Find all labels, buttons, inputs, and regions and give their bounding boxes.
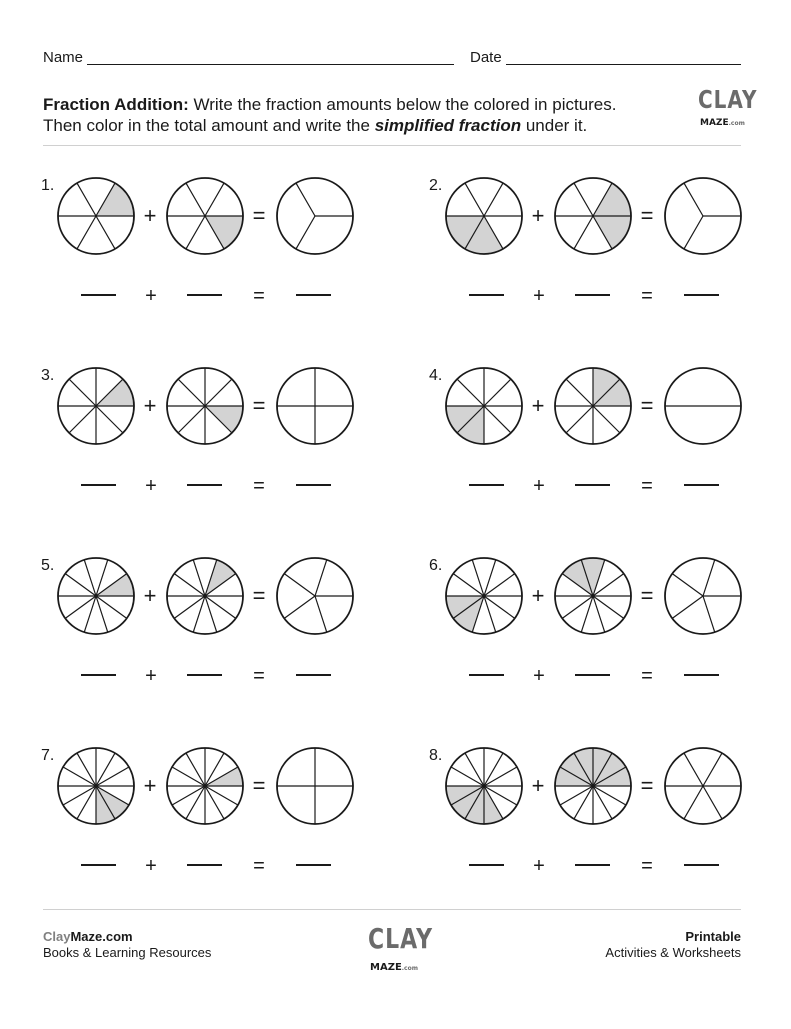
slice-divider: [453, 574, 484, 596]
slice-divider: [562, 596, 593, 618]
slice-divider: [96, 406, 123, 433]
slice-divider: [174, 574, 205, 596]
slice-divider: [574, 216, 593, 249]
slice-divider: [77, 216, 96, 249]
footer-right-line1: Printable: [685, 929, 741, 944]
equals-sign: =: [252, 203, 266, 228]
fraction-circle-a[interactable]: [446, 368, 522, 444]
equals-sign: =: [252, 773, 266, 798]
fraction-circle-a[interactable]: [58, 748, 134, 824]
equals-sign: =: [640, 393, 654, 418]
fraction-circle-a[interactable]: [446, 558, 522, 634]
slice-divider: [684, 216, 703, 249]
slice-divider: [484, 560, 496, 596]
slice-divider: [574, 183, 593, 216]
name-label: Name: [43, 49, 84, 66]
shaded-slice: [96, 183, 134, 216]
equals-sign: =: [253, 665, 265, 687]
logo-word: CLAY: [698, 84, 758, 114]
fraction-circle-a[interactable]: [58, 558, 134, 634]
equals-sign: =: [641, 855, 653, 877]
fraction-circle-b[interactable]: [555, 368, 631, 444]
equals-sign: =: [640, 583, 654, 608]
slice-divider: [703, 753, 722, 786]
equals-sign: =: [252, 583, 266, 608]
logo-sub-main: MAZE: [700, 118, 729, 128]
logo-sub-small: .com: [728, 120, 745, 127]
equals-sign: =: [640, 203, 654, 228]
plus-sign: +: [145, 475, 157, 497]
instructions-line2-post: under it.: [521, 116, 588, 135]
slice-divider: [472, 560, 484, 596]
plus-sign: +: [143, 773, 157, 798]
slice-divider: [566, 406, 593, 433]
slice-divider: [593, 406, 620, 433]
plus-sign: +: [143, 583, 157, 608]
shaded-slice: [593, 183, 631, 216]
plus-sign: +: [533, 855, 545, 877]
problem-6: [429, 557, 741, 687]
equals-sign: =: [641, 285, 653, 307]
slice-divider: [69, 406, 96, 433]
result-circle[interactable]: [277, 368, 353, 444]
slice-divider: [484, 596, 515, 618]
slice-divider: [65, 574, 96, 596]
slice-divider: [672, 596, 703, 618]
fraction-circle-b[interactable]: [555, 748, 631, 824]
slice-divider: [205, 596, 217, 632]
slice-divider: [465, 183, 484, 216]
slice-divider: [186, 216, 205, 249]
fraction-circle-b[interactable]: [167, 558, 243, 634]
problem-3: [41, 367, 353, 497]
problem-2: [429, 177, 741, 307]
problem-number: 6.: [429, 557, 443, 574]
instructions-line2-pre: Then color in the total amount and write the: [43, 116, 375, 135]
slice-divider: [684, 753, 703, 786]
fraction-circle-b[interactable]: [555, 558, 631, 634]
footer-left-line2: Books & Learning Resources: [43, 945, 212, 960]
footer-right: [605, 929, 741, 961]
slice-divider: [484, 574, 515, 596]
problem-1: [41, 177, 353, 307]
instructions-title: Fraction Addition:: [43, 95, 189, 114]
result-circle[interactable]: [277, 558, 353, 634]
footer-logo-sub: [370, 962, 418, 973]
fraction-circle-b[interactable]: [167, 178, 243, 254]
result-circle[interactable]: [665, 368, 741, 444]
footer-logo-word: CLAY: [368, 924, 434, 956]
equals-sign: =: [253, 285, 265, 307]
slice-divider: [457, 379, 484, 406]
plus-sign: +: [533, 475, 545, 497]
problem-number: 3.: [41, 367, 55, 384]
slice-divider: [315, 560, 327, 596]
fraction-circle-a[interactable]: [446, 178, 522, 254]
slice-divider: [193, 560, 205, 596]
shaded-slice: [96, 379, 134, 406]
equals-sign: =: [641, 665, 653, 687]
shaded-slice: [205, 216, 243, 249]
slice-divider: [296, 216, 315, 249]
plus-sign: +: [531, 203, 545, 228]
slice-divider: [593, 596, 605, 632]
slice-divider: [96, 596, 108, 632]
fraction-circle-b[interactable]: [167, 748, 243, 824]
fraction-circle-a[interactable]: [446, 748, 522, 824]
fraction-circle-a[interactable]: [58, 178, 134, 254]
slice-divider: [205, 379, 232, 406]
result-circle[interactable]: [665, 558, 741, 634]
plus-sign: +: [531, 393, 545, 418]
footer-logo-sub-main: MAZE: [370, 962, 402, 973]
problem-number: 1.: [41, 177, 55, 194]
fraction-circle-a[interactable]: [58, 368, 134, 444]
plus-sign: +: [533, 665, 545, 687]
instructions-line1: Write the fraction amounts below the colored in pictures.: [188, 95, 617, 114]
slice-divider: [178, 379, 205, 406]
footer-left: [43, 929, 211, 961]
slice-divider: [484, 596, 496, 632]
problem-number: 4.: [429, 367, 443, 384]
slice-divider: [296, 183, 315, 216]
problem-number: 2.: [429, 177, 443, 194]
plus-sign: +: [143, 203, 157, 228]
slice-divider: [484, 406, 511, 433]
slice-divider: [684, 786, 703, 819]
problem-number: 8.: [429, 747, 443, 764]
slice-divider: [65, 596, 96, 618]
slice-divider: [581, 596, 593, 632]
problem-5: [41, 557, 353, 687]
problem-number: 5.: [41, 557, 55, 574]
date-label: Date: [470, 49, 502, 66]
slice-divider: [315, 596, 327, 632]
slice-divider: [193, 596, 205, 632]
slice-divider: [684, 183, 703, 216]
footer-brand-b: Maze.com: [70, 929, 133, 944]
slice-divider: [186, 183, 205, 216]
fraction-circle-b[interactable]: [167, 368, 243, 444]
slice-divider: [672, 574, 703, 596]
equals-sign: =: [252, 393, 266, 418]
instructions-emphasis: simplified fraction: [374, 116, 522, 135]
slice-divider: [69, 379, 96, 406]
footer-right-line2: Activities & Worksheets: [605, 945, 741, 960]
result-circle[interactable]: [665, 178, 741, 254]
plus-sign: +: [533, 285, 545, 307]
slice-divider: [178, 406, 205, 433]
footer-logo-sub-small: .com: [401, 965, 418, 972]
plus-sign: +: [143, 393, 157, 418]
slice-divider: [484, 379, 511, 406]
slice-divider: [96, 596, 127, 618]
slice-divider: [174, 596, 205, 618]
equals-sign: =: [253, 855, 265, 877]
slice-divider: [205, 183, 224, 216]
plus-sign: +: [531, 773, 545, 798]
footer-brand-a: Clay: [43, 929, 71, 944]
result-circle[interactable]: [665, 748, 741, 824]
slice-divider: [77, 183, 96, 216]
shaded-slice: [593, 216, 631, 249]
shaded-slice: [205, 560, 236, 596]
slice-divider: [593, 596, 624, 618]
slice-divider: [284, 596, 315, 618]
slice-divider: [566, 379, 593, 406]
shaded-slice: [205, 406, 243, 433]
slice-divider: [96, 216, 115, 249]
footer-divider: [43, 909, 741, 910]
equals-sign: =: [253, 475, 265, 497]
fraction-circle-b[interactable]: [555, 178, 631, 254]
equals-sign: =: [640, 773, 654, 798]
slice-divider: [703, 596, 715, 632]
plus-sign: +: [145, 665, 157, 687]
slice-divider: [484, 183, 503, 216]
slice-divider: [84, 560, 96, 596]
slice-divider: [205, 596, 236, 618]
slice-divider: [703, 560, 715, 596]
plus-sign: +: [145, 285, 157, 307]
slice-divider: [284, 574, 315, 596]
plus-sign: +: [531, 583, 545, 608]
plus-sign: +: [145, 855, 157, 877]
slice-divider: [84, 596, 96, 632]
problem-number: 7.: [41, 747, 55, 764]
problem-7: [41, 747, 353, 877]
equals-sign: =: [641, 475, 653, 497]
problem-4: [429, 367, 741, 497]
problem-8: [429, 747, 741, 877]
result-circle[interactable]: [277, 748, 353, 824]
slice-divider: [703, 786, 722, 819]
result-circle[interactable]: [277, 178, 353, 254]
